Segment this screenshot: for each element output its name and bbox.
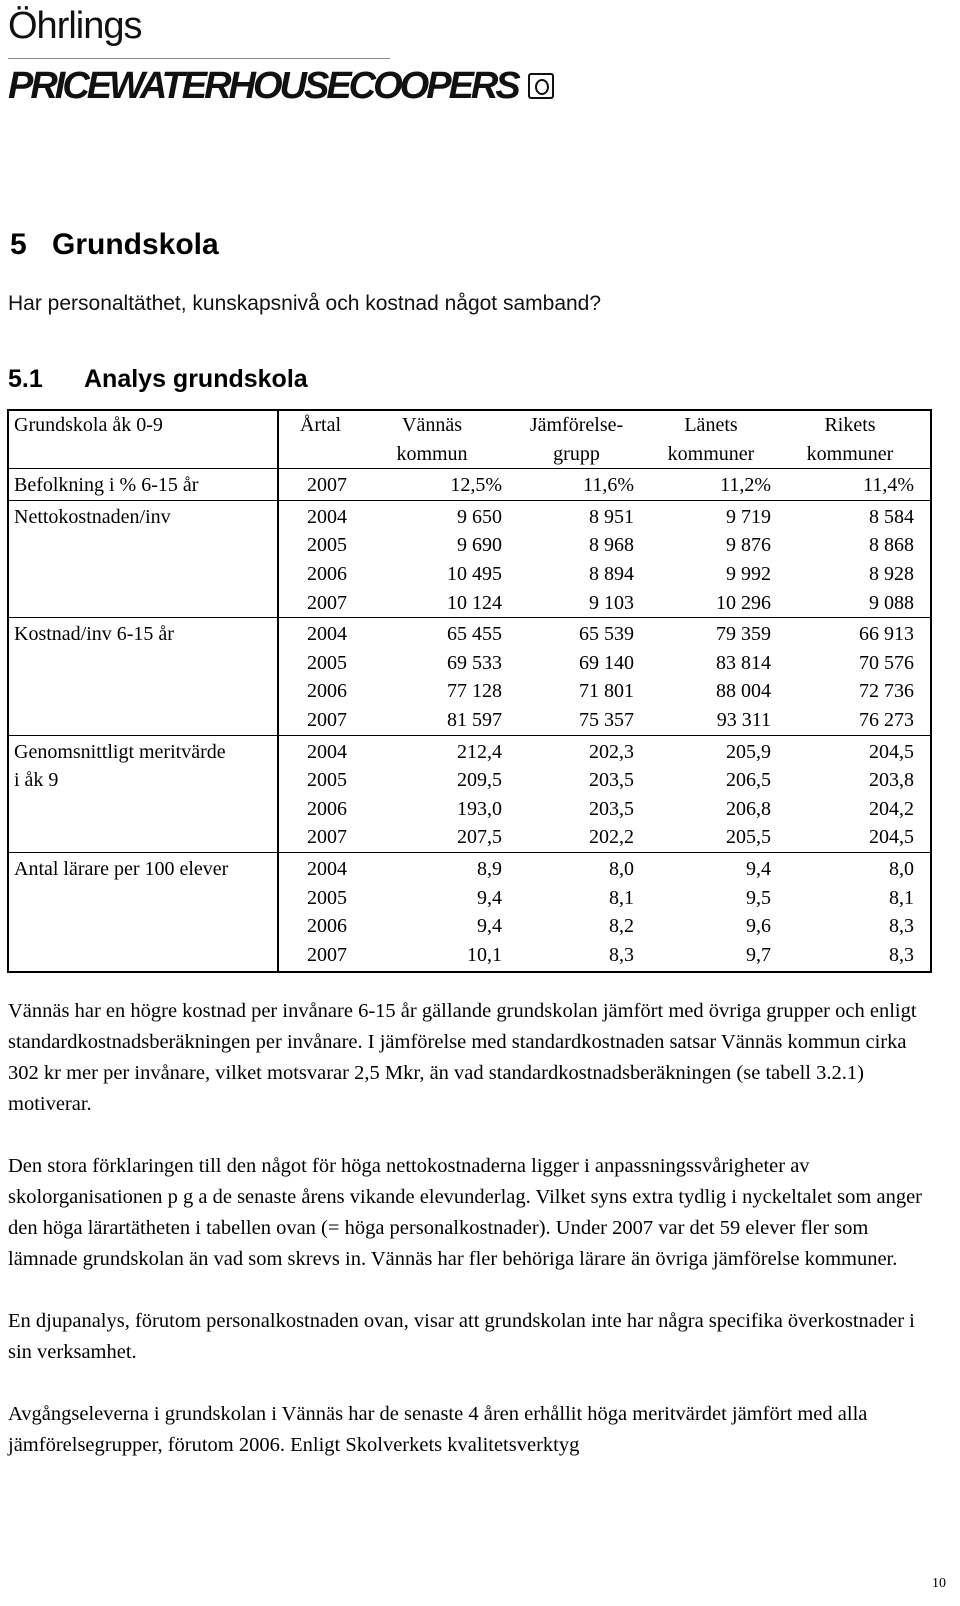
school-statistics-table [7, 409, 932, 973]
row-year: 2007 [307, 708, 347, 731]
row-label: Antal lärare per 100 elever [8, 852, 278, 883]
value-jamforelsegrupp: 69 140 [579, 651, 634, 674]
table-row [8, 589, 931, 618]
table-header-row [8, 410, 931, 469]
value-lanets: 88 004 [716, 680, 771, 703]
value-lanets: 9 992 [726, 562, 771, 585]
table-row [8, 469, 931, 501]
row-year: 2007 [307, 826, 347, 849]
value-rikets: 203,8 [781, 766, 931, 795]
value-jamforelsegrupp: 8 968 [589, 534, 634, 557]
value-vannas: 8,9 [357, 852, 514, 883]
value-vannas: 10 495 [447, 562, 502, 585]
paragraph: Avgångseleverna i grundskolan i Vännäs har de senaste 4 åren erhållit höga meritvärdet jämfört med alla jämförelsegrupper, förutom 2006. Enligt Skolverkets kvalitetsverktyg [8, 1403, 868, 1456]
row-year: 2006 [307, 562, 347, 585]
body-text [8, 996, 938, 1492]
value-rikets: 8 868 [781, 531, 931, 560]
row-label [8, 531, 278, 560]
value-lanets: 205,9 [646, 735, 781, 766]
row-label [8, 649, 278, 678]
subsection-title: Analys grundskola [84, 365, 308, 393]
row-label [8, 884, 278, 913]
row-year: 2004 [278, 500, 357, 531]
row-label [8, 677, 278, 706]
table-row [8, 795, 931, 824]
header-year: Årtal [278, 410, 357, 469]
value-jamforelsegrupp: 65 539 [514, 618, 646, 649]
row-year: 2007 [278, 941, 357, 973]
row-label [8, 941, 278, 973]
value-jamforelsegrupp: 8,3 [514, 941, 646, 973]
table-row [8, 735, 931, 766]
header-rikets: Rikets kommuner [781, 410, 931, 469]
value-vannas: 12,5% [357, 469, 514, 501]
section-number: 5 [10, 228, 27, 261]
row-label: Kostnad/inv 6-15 år [8, 618, 278, 649]
value-jamforelsegrupp: 8,0 [514, 852, 646, 883]
paragraph: Den stora förklaringen till den något för höga nettokostnaderna ligger i anpassningssvårigheter av skolorganisationen p g a de senaste årens vikande elevunderlag. Vilket syns extra tydlig i nyckeltalet som anger den höga lärartätheten i tabellen ovan (= höga personalkostnader). Under 2007 var det 59 elever fler som lämnade grundskolan än vad som skrevs in. Vännäs har fler behöriga lärare än övriga jämförelse kommuner. [8, 1155, 922, 1270]
value-rikets: 8,3 [781, 941, 931, 973]
table-row [8, 852, 931, 883]
row-year: 2006 [307, 680, 347, 703]
value-rikets: 8 584 [781, 500, 931, 531]
value-vannas: 9,4 [477, 886, 502, 909]
value-jamforelsegrupp: 11,6% [514, 469, 646, 501]
value-rikets: 9 088 [781, 589, 931, 618]
value-rikets: 72 736 [781, 677, 931, 706]
value-vannas: 10 124 [447, 591, 502, 614]
logo-ohrlings-text: Öhrlings [8, 5, 142, 47]
section-heading [10, 228, 219, 262]
value-rikets: 204,5 [781, 735, 931, 766]
value-lanets: 93 311 [716, 708, 771, 731]
value-jamforelsegrupp: 71 801 [579, 680, 634, 703]
value-lanets: 206,8 [726, 797, 771, 820]
row-label [8, 795, 278, 824]
table-body [8, 469, 931, 973]
value-rikets: 204,2 [781, 795, 931, 824]
value-rikets: 8,0 [781, 852, 931, 883]
value-vannas: 9 650 [357, 500, 514, 531]
row-year: 2006 [307, 797, 347, 820]
row-year: 2005 [307, 769, 347, 792]
section-title: Grundskola [52, 228, 219, 261]
row-year: 2004 [278, 852, 357, 883]
table-row [8, 766, 931, 795]
header-category: Grundskola åk 0-9 [8, 410, 278, 469]
table-row [8, 823, 931, 852]
value-rikets: 11,4% [781, 469, 931, 501]
value-jamforelsegrupp: 75 357 [579, 708, 634, 731]
row-label [8, 706, 278, 735]
table-row [8, 531, 931, 560]
row-label: Genomsnittligt meritvärde [8, 735, 278, 766]
value-lanets: 9 719 [646, 500, 781, 531]
logo-pwc-text: PRICEWATERHOUSECOOPERS [8, 65, 518, 107]
value-vannas: 207,5 [457, 826, 502, 849]
value-rikets: 8,3 [781, 912, 931, 941]
table-row [8, 618, 931, 649]
header-lanets: Länets kommuner [646, 410, 781, 469]
table-row [8, 884, 931, 913]
header-vannas: Vännäs kommun [357, 410, 514, 469]
row-label [8, 560, 278, 589]
value-vannas: 65 455 [357, 618, 514, 649]
value-jamforelsegrupp: 8,1 [609, 886, 634, 909]
section-question: Har personaltäthet, kunskapsnivå och kostnad något samband? [8, 292, 602, 315]
row-label: Nettokostnaden/inv [8, 500, 278, 531]
logo-divider [8, 58, 390, 59]
row-year: 2007 [307, 591, 347, 614]
row-label [8, 823, 278, 852]
value-lanets: 11,2% [646, 469, 781, 501]
row-label [8, 589, 278, 618]
value-lanets: 205,5 [726, 826, 771, 849]
table-row [8, 941, 931, 973]
table-row [8, 649, 931, 678]
value-lanets: 9,4 [646, 852, 781, 883]
logo-emblem-icon [528, 73, 554, 99]
value-vannas: 212,4 [357, 735, 514, 766]
value-vannas: 209,5 [457, 769, 502, 792]
table-row [8, 560, 931, 589]
value-rikets: 76 273 [781, 706, 931, 735]
value-lanets: 9,5 [746, 886, 771, 909]
logo-pwc [8, 61, 554, 111]
subsection-heading [8, 365, 308, 394]
value-jamforelsegrupp: 202,3 [514, 735, 646, 766]
value-jamforelsegrupp: 8,2 [609, 915, 634, 938]
company-logo [8, 4, 554, 111]
value-lanets: 9 876 [726, 534, 771, 557]
row-year: 2005 [307, 534, 347, 557]
value-rikets: 8 928 [781, 560, 931, 589]
subsection-number: 5.1 [8, 365, 43, 393]
value-vannas: 193,0 [457, 797, 502, 820]
table-row [8, 706, 931, 735]
value-lanets: 83 814 [716, 651, 771, 674]
paragraph: Vännäs har en högre kostnad per invånare 6-15 år gällande grundskolan jämfört med övriga grupper och enligt standardkostnadsberäkningen per invånare. I jämförelse med standardkostnaden satsar Vännäs kommun cirka 302 kr mer per invånare, vilket motsvarar 2,5 Mkr, än vad standardkostnadsberäkningen (se tabell 3.2.1) motiverar. [8, 1000, 917, 1115]
value-jamforelsegrupp: 8 951 [514, 500, 646, 531]
row-label: i åk 9 [8, 766, 278, 795]
value-lanets: 9,7 [646, 941, 781, 973]
value-rikets: 8,1 [781, 884, 931, 913]
value-jamforelsegrupp: 9 103 [589, 591, 634, 614]
paragraph: En djupanalys, förutom personalkostnaden ovan, visar att grundskolan inte har några specifika överkostnader i sin verksamhet. [8, 1310, 915, 1363]
table-row [8, 912, 931, 941]
row-label [8, 912, 278, 941]
value-rikets: 66 913 [781, 618, 931, 649]
table-row [8, 500, 931, 531]
value-vannas: 9,4 [477, 915, 502, 938]
value-jamforelsegrupp: 202,2 [589, 826, 634, 849]
row-year: 2007 [278, 469, 357, 501]
header-jamforelsegrupp: Jämförelse- grupp [514, 410, 646, 469]
value-lanets: 9,6 [746, 915, 771, 938]
value-jamforelsegrupp: 203,5 [589, 769, 634, 792]
row-year: 2005 [307, 651, 347, 674]
page-number: 10 [932, 1576, 946, 1591]
value-vannas: 10,1 [357, 941, 514, 973]
row-year: 2006 [307, 915, 347, 938]
row-year: 2005 [307, 886, 347, 909]
value-rikets: 204,5 [781, 823, 931, 852]
value-lanets: 79 359 [646, 618, 781, 649]
value-jamforelsegrupp: 8 894 [589, 562, 634, 585]
value-lanets: 206,5 [726, 769, 771, 792]
value-lanets: 10 296 [716, 591, 771, 614]
value-jamforelsegrupp: 203,5 [589, 797, 634, 820]
value-rikets: 70 576 [781, 649, 931, 678]
row-year: 2004 [278, 618, 357, 649]
value-vannas: 69 533 [447, 651, 502, 674]
row-label: Befolkning i % 6-15 år [8, 469, 278, 501]
value-vannas: 81 597 [447, 708, 502, 731]
value-vannas: 9 690 [457, 534, 502, 557]
value-vannas: 77 128 [447, 680, 502, 703]
row-year: 2004 [278, 735, 357, 766]
table-row [8, 677, 931, 706]
